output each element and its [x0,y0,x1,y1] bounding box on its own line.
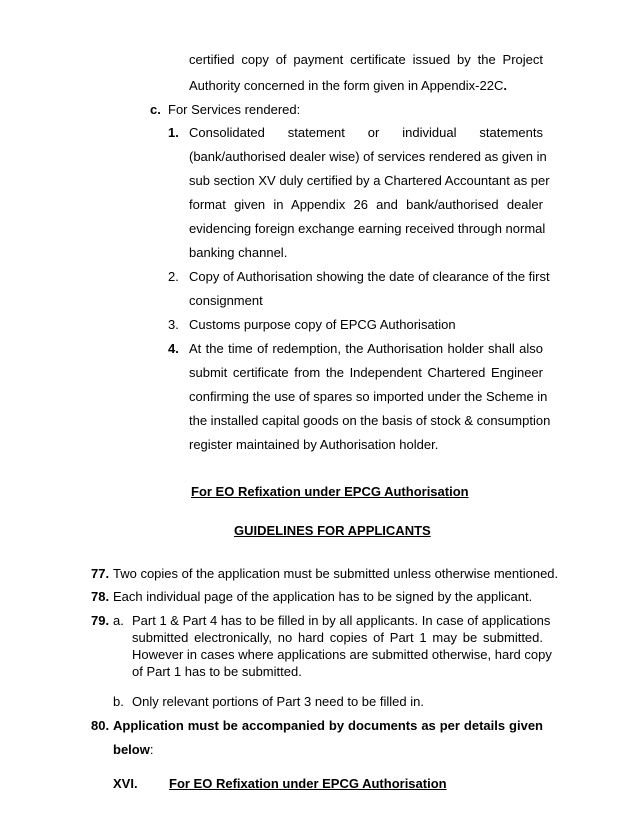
item-4-line-1: At the time of redemption, the Authorisation holder shall also [189,341,543,356]
guideline-80-line-2 [113,742,153,758]
guideline-78-text: Each individual page of the application has to be signed by the applicant. [113,589,533,604]
item-1-line-3: sub section XV duly certified by a Chartered Accountant as per [189,173,550,188]
item-4-line-2: submit certificate from the Independent Chartered Engineer [189,365,543,380]
guideline-80-line-1: Application must be accompanied by documents as per details given [113,718,543,733]
intro-line-2-period: . [503,78,507,93]
item-4-line-4: the installed capital goods on the basis of stock & consumption [189,413,551,428]
intro-line-1: certified copy of payment certificate issued by the Project [189,52,543,67]
item-1-line-2: (bank/authorised dealer wise) of services rendered as given in [189,149,547,164]
guideline-79-b-marker: b. [113,694,124,709]
guideline-79-a-line-3: However in cases where applications are submitted otherwise, hard copy [132,647,552,662]
item-1-line-4: format given in Appendix 26 and bank/authorised dealer [189,197,543,212]
item-1-line-1: Consolidated statement or individual statements [189,125,543,140]
guideline-78-number: 78. [91,589,110,604]
section-xvi-title: For EO Refixation under EPCG Authorisation [169,776,447,791]
guideline-77-text: Two copies of the application must be submitted unless otherwise mentioned. [113,566,559,581]
guideline-77-number: 77. [91,566,110,581]
heading-eo-refixation: For EO Refixation under EPCG Authorisation [191,484,469,499]
item-2-line-2: consignment [189,293,263,308]
item-2-number: 2. [168,269,179,284]
item-3-line-1: Customs purpose copy of EPCG Authorisation [189,317,456,332]
guideline-79-a-line-4: of Part 1 has to be submitted. [132,664,302,679]
item-1-line-6: banking channel. [189,245,288,260]
guideline-79-a-marker: a. [113,613,124,628]
guideline-79-a-line-2: submitted electronically, no hard copies of Part 1 may be submitted. [132,630,543,645]
guideline-80-line-2-colon: : [149,742,154,757]
item-4-line-5: register maintained by Authorisation holder. [189,437,439,452]
item-4-line-3: confirming the use of spares so imported under the Scheme in [189,389,548,404]
item-2-line-1: Copy of Authorisation showing the date of clearance of the first [189,269,550,284]
section-xvi-marker: XVI. [113,776,138,791]
guideline-79-b-text: Only relevant portions of Part 3 need to be filled in. [132,694,424,709]
item-1-line-5: evidencing foreign exchange earning received through normal [189,221,546,236]
guideline-80-number: 80. [91,718,110,733]
section-c-title: For Services rendered: [168,102,301,117]
guideline-80-line-2-text: below [113,742,150,757]
intro-line-2 [189,78,507,94]
item-1-number: 1. [168,125,179,140]
item-4-number: 4. [168,341,179,356]
item-3-number: 3. [168,317,179,332]
guideline-79-a-line-1: Part 1 & Part 4 has to be filled in by all applicants. In case of applications [132,613,551,628]
guideline-79-number: 79. [91,613,110,628]
section-c-marker: c. [150,102,161,117]
heading-guidelines: GUIDELINES FOR APPLICANTS [234,523,431,538]
intro-line-2-text: Authority concerned in the form given in Appendix-22C [189,78,504,93]
